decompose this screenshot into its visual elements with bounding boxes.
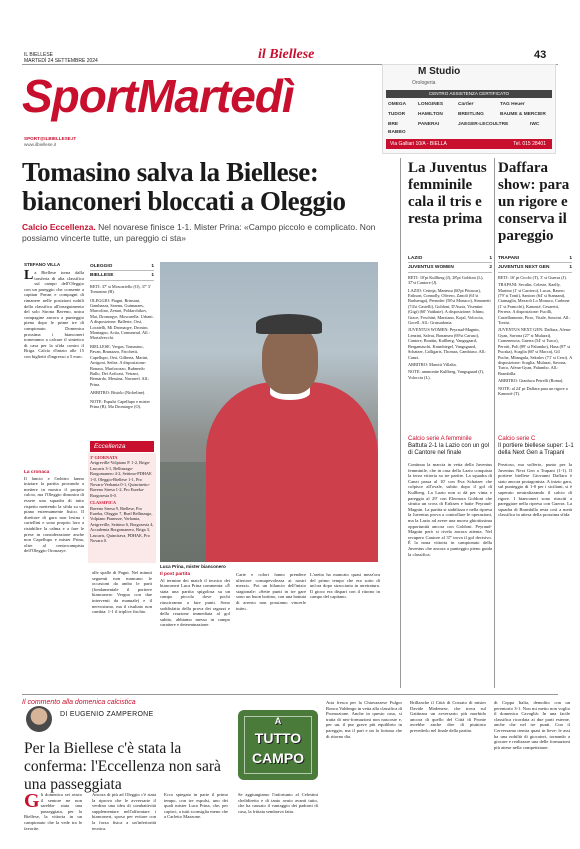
- kicker-text: Il portiere biellese super: 1-1 della Next Gen a Trapani: [498, 443, 574, 456]
- paper-name: IL BIELLESE: [24, 52, 53, 58]
- ad-brand-logo: TAG Heuer: [500, 102, 525, 107]
- juve-headline: La Juventus femminile cala il tris e resta prima: [408, 160, 487, 227]
- lineup-juventus: JUVENTUS WOMEN: Peyraud-Magnin, Lenzini, Salvai, Bonansea (69'st Caruso), Cantore, Boattin, Kullberg, Vangsgaard, Bergamaschi, Krumbiegel, Vangsgaard, Schatzer, Calligaris, Thomas, Cambiaso. All.: Canzi.: [408, 327, 487, 360]
- issue-date: MARTEDÌ 24 SETTEMBRE 2024: [24, 58, 98, 64]
- kicker-label: Calcio serie A femminile: [408, 436, 472, 442]
- column-divider: [494, 158, 495, 688]
- newspaper-logo[interactable]: il Biellese: [258, 47, 315, 62]
- ad-brand-logo: OMEGA: [388, 102, 407, 107]
- match-stats-box: [90, 262, 154, 409]
- notes-text: NOTE: Espulsi Capellupo e mister Prina (B). Ma Dromaqye (O).: [90, 398, 150, 409]
- round-label: 3ª GIORNATA: [90, 455, 118, 460]
- standings-text: Baveno Stresa 9, Biellese, Pro Eureka, Oleggio 7, Buel Bellinzago, Volpiano Pianezze, Verbania, Avigreville, Settimo 6, Borgosesia 4, Accademia Borgomanero, Briga 3, Lascaris, Quincitava, PDHAE, Pro Novara 0.: [90, 505, 154, 544]
- article-text: Al termine dei match il tecnico dei bianconeri Luca Prina commenta: «È stata una partita spigolosa su un campo piccolo dove pochi riuscirranno a fare punti. Sono soddisfatto della prova dei ragazzi e della reazione immediata al gol subito, abbiamo messo in campo carattere e determinazione.: [160, 577, 230, 628]
- score-row: OLEGGIO 1: [90, 262, 154, 271]
- article-column: Ecco spiegato in parte il primo tempo, con tre espulsi, uno dei quali mister Luca Prina, che, per capirci, a tutti sconsiglia meno che a Carletto Mazzone.: [164, 792, 228, 820]
- referee-text: ARBITRO: Gianluca Petrelli (Roma).: [498, 378, 564, 384]
- kicker-label: Calcio serie C: [498, 436, 536, 442]
- ad-brand-logo: Cartier: [458, 102, 474, 107]
- lineup-trapani: TRAPANI: Seculin, Celeste, Kaelly, Martino (1' st Carriero), Lucas, Rasero (79' st Tonti), Santoro (64' st Stanzani), Ciamaglia, Mezzoli Lo Monaco, Carbone (1' st Francchi), Kanouté, Cesaretti, Ferrera. A disposizione: Fucilli, Castellamonte, Pirro, Vitale, Soncini. All.: Torrisi.: [498, 282, 571, 326]
- kicker-text: Battuta 2-1 la Lazio con un gol di Cantore nel finale: [408, 443, 490, 456]
- ad-address: Via Galliari 10/A - BIELLA: [390, 141, 447, 147]
- opinion-label: Il commento alla domenica calcistica: [22, 699, 136, 706]
- standings-label: CLASSIFICA: [90, 500, 117, 506]
- section-divider: [22, 694, 558, 695]
- article-column: Aria fresca per la Chiavazzese Fulgor Ronco Valdengo in vetta alla classifica di Promozione. Anche in questo caso, si tratta di neo-formazioni non nascoste e, per un, il pur grave più equilibrio in pareggio, ma il pari e un la fortuna che di ritorno dia.: [326, 700, 402, 739]
- league-results: [90, 455, 154, 544]
- referee-text: ARBITRO: Bisiolo (Nicheline).: [90, 390, 146, 396]
- notes-text: NOTE: ammonite Kullberg, Vangsgaard (J), Voloccia (L).: [408, 369, 484, 380]
- article-column: alle spalle di Pagni. Nel minuti seguenti non mancano le occasioni da ambo le parti (fondamentale il portiere bianconero Vergna con due interventi da manuale) e il nervosismo, ma il risultato non cambia: 1-1 il triplice fischio.: [92, 570, 152, 615]
- daffara-headline: Daffara show: para un rigore e conserva il pareggio: [498, 160, 570, 244]
- ad-brand-logo: BAUME & MERCIER: [500, 112, 546, 117]
- byline: STEFANO VILLA: [24, 262, 61, 267]
- referee-text: ARBITRO: Marotti Villalta.: [408, 361, 457, 367]
- ad-brand-logo: TUDOR: [388, 112, 406, 117]
- campo-word: TUTTO: [254, 730, 302, 746]
- ad-brand-logo: BREITLING: [458, 112, 484, 117]
- ad-banner: CENTRO ASSISTENZA CERTIFICATO: [386, 90, 552, 98]
- article-column: L'aretta ha mancato quasi mezz'ora del primo tempo che era sotto di un'ora dopo stracciaria in arretratura. Il gioco era dispari con il ritorno in campo del capitano.: [310, 572, 380, 600]
- subheading: Il post partita: [160, 572, 191, 577]
- sport-email[interactable]: SPORT@ILBIELLESE.IT: [24, 136, 77, 141]
- article-column: [24, 792, 82, 831]
- drop-cap: G: [24, 790, 40, 812]
- article-column: Carte e colori fanno prendere ulteriore consapevolezza ai nostri mezzi». Poi un bilancio dell'inizio stagionale: «Sette punti in tre gare sono un buon bottino, con una battuta di arresto non possiamo vincerle tutte».: [236, 572, 306, 611]
- ad-phone[interactable]: Tel. 015 28401: [513, 141, 546, 147]
- article-text: li domenica sei avuto il sentore ne non sarebbe stata una passeggiata, per la Biellese, la vittoria in un campionato che la vede tra le favorite.: [24, 792, 82, 831]
- opinion-author: DI EUGENIO ZAMPERONE: [60, 711, 154, 718]
- article-column: Ancora di più ad Oleggio c'è stata la riprova che le avversarie il verdino una idea di combattività supplementare nell'affrontare i bianconeri, sposo per evitare con la forza fisica a un'inferiorità tecnica.: [92, 792, 156, 831]
- tutto-campo-graphic: [238, 710, 318, 780]
- ad-brand-logo: PANERAI: [418, 122, 440, 127]
- drop-cap: L: [24, 268, 34, 283]
- score-row: JUVENTUS NEXT GEN 1: [498, 263, 572, 272]
- photo-caption: Luca Prina, mister bianconero: [160, 564, 226, 569]
- lineup-biellese: BIELLESE: Vergas, Tomasino, Pavan, Brunazzo, Facchetti, Capellupo, Orsi, Gilberta, Marini, Arrigoni, Seilea. A disposizione: Bonaso, Marfosozzo, Rubnerdo Bullo, Dei Aoficasi, Vetrani, Bernardo, Messina, Navarrel. All.: Prina.: [90, 343, 150, 387]
- lineup-lazio: LAZIO: Cetinja, Manessa (60'pt Pittacus), Erikson, Connolly, Olivero, Zanoli (61'st Barluenga), Pernoder (58'st Monaco), Simonetti (74'st Castelli), Goldoni, D'Auria, Visentini (Gigi) (60' Vaitkute). A disposizione: Ichino, Grace, Foschini, Marziano, Kojal, Voloccia, Gocell. All.: Grassadonia.: [408, 287, 491, 326]
- ad-brand-logo: JAEGER-LECOULTRE: [458, 122, 509, 127]
- ad-subtitle: Orologeria: [412, 80, 436, 86]
- ad-brand-logo: HAMILTON: [418, 112, 443, 117]
- juve-kicker: [408, 436, 494, 457]
- article-column: Se aggiungiamo l'infortunio al Celestini chelidiretto e di tanto avuto avanti tutto, che ha causato il vantaggio dei padroni di casa, la frittata sembrava fatta.: [238, 792, 318, 814]
- subheading: La cronaca: [24, 470, 50, 475]
- ad-brand: M Studio: [418, 66, 461, 77]
- article-column: [160, 572, 230, 628]
- lineup-juventus-next-gen: JUVENTUS NEXT GEN: Daffara, Afena-Gyan, Savona (27' st Mulazzi), Comenencia, Guerra (54' st Turco), Perotti, Poli (89' st Palumbo), Hasa (87' st Puczka), Scaglia (60' st Macca), Gil Puche, Mbangula, Sekulov (71' st Cerri). A disposizione: Scaglia, Mulazzi, Savona, Turco, Afena-Gyan, Palumbo. All.: Brambilla.: [498, 327, 572, 376]
- goals-text: RETI: 37' st Moscariello (O), 37' 3' Tomasino (B).: [90, 283, 151, 295]
- article-text: Il lancio e l'arbitro fanno iniziare la partita provando a mettere in mostra il proprio calcio, ma l'Oleggio dimostra di essere una squadra di tutto rispetto mettendo la sfida su un piano estremamente fisico. Il direttore di gara non lesina i cartellini e sono proprio loro a ristabilire la calma e a fare le prese in considerazione anche non Capellupo e mister Prina, oltre al centrocampista dell'Oleggio Oronzaye.: [24, 475, 84, 554]
- goals-text: RETI: 10'pt Kullberg (J), 28'pt Goldoni (L), 37'st Cantore (J).: [408, 274, 484, 286]
- page-number: 43: [534, 49, 547, 61]
- article-column: [24, 470, 84, 554]
- notes-text: NOTE: al 24' pt Daffara para un rigore a Kanouté (T).: [498, 385, 568, 396]
- sport-site[interactable]: www.ilbiellese.it: [24, 141, 57, 147]
- score-row: LAZIO 1: [408, 254, 492, 263]
- article-column: Continua la marcia in vetta della Juventus femminile, che in casa della Lazio conquista la terza vittoria su tre partite. La squadra di Canzi passa al 10' con Eva Schatzer che colpisce all'ovale, subito dopo il gol di Kullberg. La Lazio non si dà per vinta e pareggia al 29' con Eleonora Goldoni che sfrutta un cross di Eriksen e batte Peyraud-Magnin. La partita si stabilizza e nella ripresa la Juventus prova a controllare le operazioni, ma la Lazio ad avere una nuova ghiottissima opportunità ancora con Goldoni. Peyraud-Magnin però si rivela ancora attenta. Nel recupero Cantore al 37' trova il gol decisivo. È la nona vittoria in campionato della Juventus che ancora a punteggio pieno guida la classifica.: [408, 462, 492, 557]
- article-column: Prezioso, ma sofferto, punto per la Juventus Next Gen a Trapani (1-1). Il portiere biellese Giovanni Daffara è stato ancora protagonista. A inizio gara, sul punteggio di 1-0 per i siciliani, si è superato neutralizzando il calcio di rigore. I bianconeri sono riusciti a pareggiare nella ripresa con Guerra. La squadra di Brambilla resta così a metà classifica in attesa della prossima sfida.: [498, 462, 572, 518]
- ad-brand-logo: LONGINES: [418, 102, 444, 107]
- daffara-kicker: [498, 436, 574, 457]
- main-kicker: [22, 222, 377, 244]
- goals-text: RETI: 16' pt Cicchi (T), 3' st Guerra (J).: [498, 274, 567, 280]
- section-title: SportMartedì: [22, 70, 294, 122]
- ad-brand-logo: IWC: [530, 122, 540, 127]
- campo-word: CAMPO: [251, 750, 305, 766]
- article-text: a Biellese torna dalla trasferta di alta classifica sul campo dell'Oleggio con un pareggio che consente a capitan Pavan e compagni di rimanere nelle posizioni nobili della classifica all'inseguimento del solo Strona Baveno, unica compagine ancora a punteggio pieno dopo le prime tre di campionato. Domenica prossima i bianconeri torneranno a calcare il sintetico di casa per la sfida contro il Briga. Calcio d'inizio alle 15 con biglietti d'ingresso a 5 euro.: [24, 270, 84, 359]
- article-column: [24, 270, 84, 360]
- main-headline: Tomasino salva la Biellese: bianconeri bloccati a Oleggio: [22, 157, 346, 216]
- ad-brand-logo: BRE: [388, 122, 399, 127]
- ad-contact-bar: [386, 139, 552, 149]
- score-row: BIELLESE 1: [90, 271, 154, 280]
- author-avatar: [26, 706, 52, 732]
- lineup-oleggio: OLEGGIO: Piagni, Brinsani, Gambazza, Sarenu, Guimaraes, Marcolino, Zenari, Poldarchikov, Mai, Dromaqye, Moscarella. Urbani. A disposizione: Balleste, Orsi, Locatelli, Mi Dromaqye, Droniro, Montagno, Actia, Comuneral. All.: Mortalvecchi.: [90, 297, 154, 341]
- article-column: di Coppa Italia, demolito con un perentorio 3-1. Non mi metto non voglio il domenica Cavaglià: In una facile classifica ricordata ai due parti esterne, anche che nel tre punti. Con il Cerversama rientra quasi in lieve: le assi ha una nobiltà di giocatori, tornando a giocare e realizzare una delle formazioni più attese nella competizione.: [494, 700, 570, 750]
- kicker-text: Nel novarese finisce 1-1. Mister Prina: «Campo piccolo e complicato. Non possiamo vincerte tutte, un pareggio ci sta»: [22, 222, 376, 243]
- daffara-stats-box: [498, 254, 572, 396]
- opinion-headline: Per la Biellese c'è stata la conferma: l'Eccellenza non sarà una passeggiata: [24, 740, 221, 793]
- column-divider: [400, 158, 401, 688]
- ad-brand-logo: BABBO: [388, 130, 406, 135]
- score-row: TRAPANI 1: [498, 254, 572, 263]
- masthead-info: [24, 52, 98, 64]
- league-box-title: Eccellenza: [90, 441, 154, 452]
- score-row: JUVENTUS WOMEN 2: [408, 263, 492, 272]
- juve-stats-box: [408, 254, 492, 380]
- section-contacts: [24, 136, 76, 147]
- article-column: Brillanche il Città di Cossato di mister Davide Modenese, che trova sul Gattinara un avversario più morbido ancora di quello del Città di Pronte avrebbe anche dire di piuttosto prevederlo nel finale della partita.: [410, 700, 486, 733]
- campo-word: A: [274, 716, 282, 726]
- kicker-label: Calcio Eccellenza.: [22, 222, 96, 232]
- round-results: Avigreville-Volpiano P. 1-2, Briga-Lascaris 3-1, Bellinzago-Borgomanero 4-2, Settimo-PDHAE 1-0, Oleggio-Biellese 1-1, Pro Novara-Verbania 0-1, Quincinetto-Baveno Stresa 1-2, Pro Eureka-Borgosesia 0-0.: [90, 460, 152, 498]
- coach-photo[interactable]: [160, 262, 378, 562]
